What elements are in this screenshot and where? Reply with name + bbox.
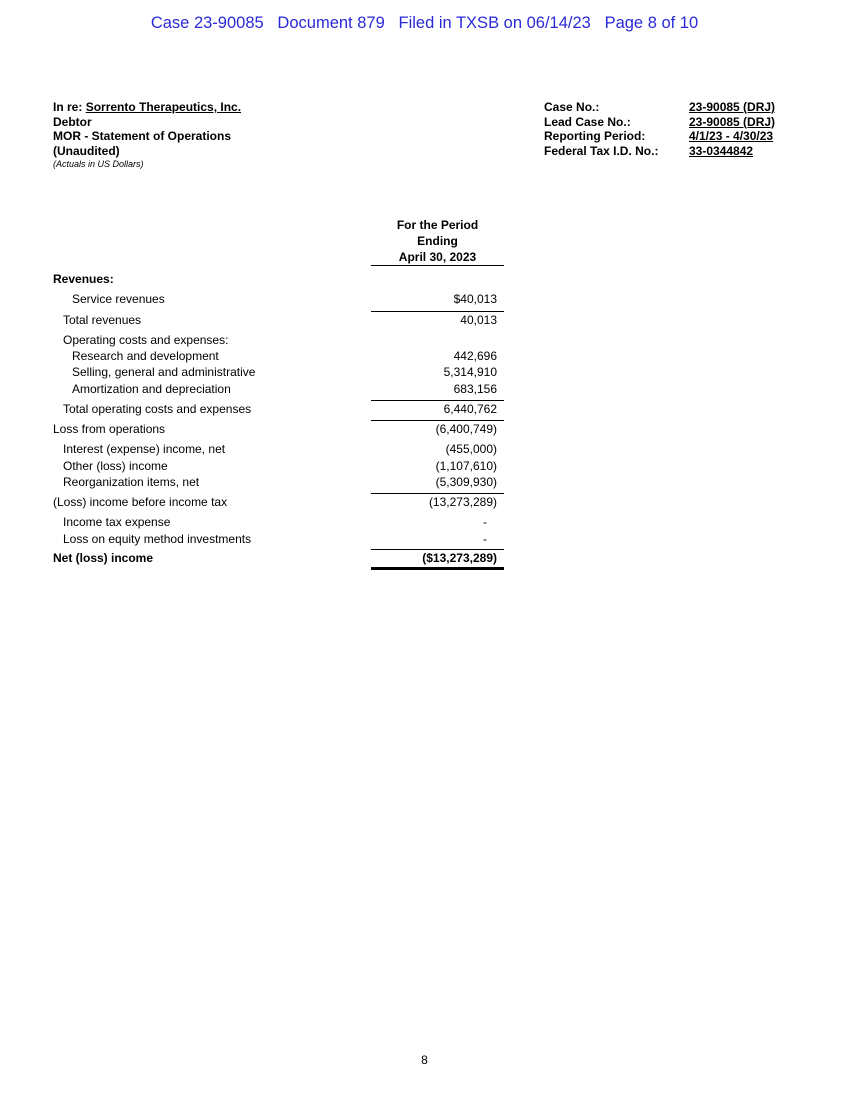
row-label: Income tax expense <box>63 515 171 529</box>
currency-note: (Actuals in US Dollars) <box>53 159 144 169</box>
tax-id-value: 33-0344842 <box>689 143 754 158</box>
debtor-label: Debtor <box>53 114 92 129</box>
reporting-period-label: Reporting Period: <box>544 129 646 143</box>
row-value: (13,273,289) <box>428 495 497 509</box>
row-label: Research and development <box>72 349 219 363</box>
row-label: Other (loss) income <box>63 459 168 473</box>
row-value: (6,400,749) <box>435 422 497 436</box>
row-value: 5,314,910 <box>443 365 497 379</box>
case-no-label: Case No.: <box>544 100 600 114</box>
row-label: Loss from operations <box>53 422 166 436</box>
in-re-line: In re: Sorrento Therapeutics, Inc. <box>53 100 242 114</box>
row-label: (Loss) income before income tax <box>53 495 228 509</box>
row-value: 6,440,762 <box>443 402 497 416</box>
report-title: MOR - Statement of Operations <box>53 129 232 143</box>
row-label: Interest (expense) income, net <box>63 442 226 456</box>
lead-case-no-value: 23-90085 (DRJ) <box>689 114 776 129</box>
row-label: Total revenues <box>63 313 142 327</box>
reporting-period-value: 4/1/23 - 4/30/23 <box>689 129 774 143</box>
row-label: Service revenues <box>72 292 165 306</box>
row-value: $40,013 <box>453 292 497 306</box>
case-field-values <box>689 100 775 158</box>
row-label: Revenues: <box>53 272 114 286</box>
row-label: Loss on equity method investments <box>63 532 252 546</box>
row-value: (455,000) <box>445 442 497 456</box>
row-label: Net (loss) income <box>53 551 154 565</box>
lead-case-no-label: Lead Case No.: <box>544 114 631 129</box>
double-total-rule <box>371 567 504 570</box>
row-label: Amortization and depreciation <box>72 382 231 396</box>
row-value: 442,696 <box>453 349 497 363</box>
row-value: - <box>483 515 487 529</box>
row-value: (1,107,610) <box>435 459 497 473</box>
period-column-header: For the Period Ending April 30, 2023 <box>371 217 504 266</box>
row-label: Total operating costs and expenses <box>63 402 252 416</box>
row-value: - <box>483 532 487 546</box>
row-label: Reorganization items, net <box>63 475 200 489</box>
row-value: 40,013 <box>460 313 497 327</box>
row-value: (5,309,930) <box>435 475 497 489</box>
debtor-name: Sorrento Therapeutics, Inc. <box>85 100 242 114</box>
unaudited-label: (Unaudited) <box>53 143 120 158</box>
row-label: Operating costs and expenses: <box>63 333 229 347</box>
case-no-value: 23-90085 (DRJ) <box>689 100 776 114</box>
tax-id-label: Federal Tax I.D. No.: <box>544 143 659 158</box>
row-value: ($13,273,289) <box>422 551 497 565</box>
filing-banner: Case 23-90085 Document 879 Filed in TXSB on 06/14/23 Page 8 of 10 <box>150 14 699 32</box>
page-number: 8 <box>421 1053 428 1067</box>
row-label: Selling, general and administrative <box>72 365 256 379</box>
case-field-labels <box>544 100 658 158</box>
report-header <box>53 100 241 170</box>
row-value: 683,156 <box>453 382 497 396</box>
